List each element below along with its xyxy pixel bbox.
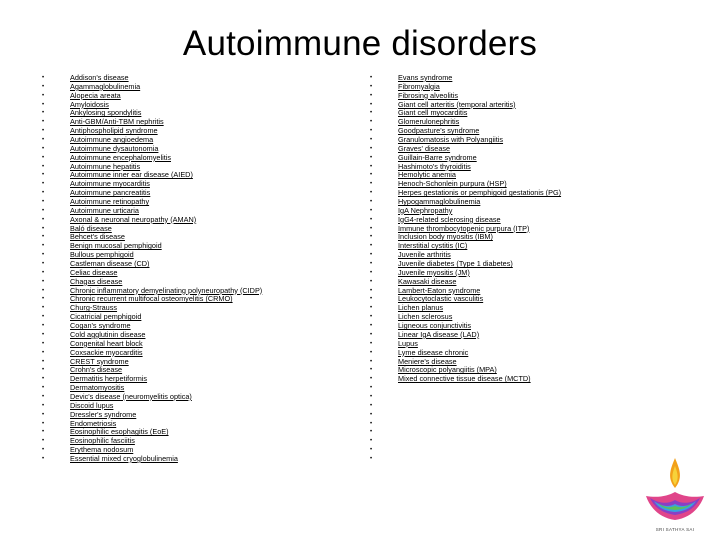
list-item-label: Chagas disease (70, 276, 123, 286)
list-item-label: Graves' disease (398, 143, 451, 153)
list-item-label: Dermatomyositis (70, 383, 125, 393)
list-item-label: IgA Nephropathy (398, 205, 453, 215)
list-item-label: Lyme disease chronic (398, 347, 469, 357)
list-item-label: Hypogammaglobulinemia (398, 197, 481, 207)
bullet-icon: • (42, 261, 45, 268)
list-item-label: Juvenile diabetes (Type 1 diabetes) (398, 259, 513, 269)
bullet-icon: • (370, 331, 373, 338)
list-item-label: Erythema nodosum (70, 445, 134, 455)
list-item-label: Churg-Strauss (70, 303, 118, 313)
list-item-label: Bullous pemphigoid (70, 250, 134, 260)
list-item-label: Eosinophilic esophagitis (EoE) (70, 427, 169, 437)
list-item-label: Microscopic polyangiitis (MPA) (398, 365, 497, 375)
bullet-icon: • (370, 128, 373, 135)
list-item-label: Ligneous conjunctivitis (398, 321, 472, 331)
bullet-icon: • (42, 411, 45, 418)
bullet-icon: • (42, 128, 45, 135)
bullet-icon: • (370, 269, 373, 276)
bullet-icon: • (370, 323, 373, 330)
bullet-icon: • (370, 340, 373, 347)
empty-list-item (370, 384, 670, 393)
list-item-label: Fibromyalgia (398, 81, 440, 91)
bullet-icon: • (370, 287, 373, 294)
bullet-icon: • (370, 447, 373, 454)
list-item-label: Giant cell arteritis (temporal arteritis) (398, 99, 516, 109)
bullet-icon: • (42, 349, 45, 356)
bullet-icon: • (42, 269, 45, 276)
bullet-icon: • (370, 207, 373, 214)
list-item-label: Henoch-Schonlein purpura (HSP) (398, 179, 507, 189)
bullet-icon: • (370, 145, 373, 152)
list-item-label: Kawasaki disease (398, 276, 457, 286)
slide-title: Autoimmune disorders (182, 24, 538, 63)
list-item (42, 455, 342, 464)
list-item-label: Amyloidosis (70, 99, 109, 109)
left-disorder-list (42, 74, 342, 464)
bullet-icon: • (42, 199, 45, 206)
bullet-icon: • (42, 314, 45, 321)
bullet-icon: • (42, 163, 45, 170)
bullet-icon: • (370, 376, 373, 383)
bullet-icon: • (370, 455, 373, 462)
bullet-icon: • (42, 420, 45, 427)
bullet-icon: • (370, 296, 373, 303)
bullet-icon: • (42, 323, 45, 330)
bullet-icon: • (370, 163, 373, 170)
bullet-icon: • (42, 438, 45, 445)
list-item-label: Autoimmune inner ear disease (AIED) (70, 170, 193, 180)
list-item-label: Castleman disease (CD) (70, 259, 150, 269)
bullet-icon: • (370, 101, 373, 108)
list-item-label: Hemolytic anemia (398, 170, 456, 180)
bullet-icon: • (370, 349, 373, 356)
list-item-label: Immune thrombocytopenic purpura (ITP) (398, 223, 530, 233)
list-item-label: Interstitial cystitis (IC) (398, 241, 468, 251)
list-item-label: Lambert-Eaton syndrome (398, 285, 481, 295)
bullet-icon: • (370, 225, 373, 232)
bullet-icon: • (370, 385, 373, 392)
bullet-icon: • (370, 402, 373, 409)
bullet-icon: • (370, 429, 373, 436)
list-item-label: Chronic inflammatory demyelinating polyneuropathy (CIDP) (70, 285, 263, 295)
list-item (370, 375, 670, 384)
list-item-label: Autoimmune encephalomyelitis (70, 152, 171, 162)
bullet-icon: • (370, 190, 373, 197)
bullet-icon: • (42, 181, 45, 188)
list-item-label: IgG4-related sclerosing disease (398, 214, 501, 224)
bullet-icon: • (370, 278, 373, 285)
empty-list-item (370, 402, 670, 411)
list-item-label: Endometriosis (70, 418, 117, 428)
bullet-icon: • (370, 75, 373, 81)
list-item-label: Alopecia areata (70, 90, 121, 100)
bullet-icon: • (42, 190, 45, 197)
list-item-label: Giant cell myocarditis (398, 108, 468, 118)
empty-list-item (370, 411, 670, 420)
list-item-label: Autoimmune pancreatitis (70, 188, 151, 198)
bullet-icon: • (42, 429, 45, 436)
list-item-label: Antiphospholipid syndrome (70, 126, 158, 136)
list-item-label: Baló disease (70, 223, 112, 233)
list-item-label: Autoimmune dysautonomia (70, 143, 159, 153)
list-item-label: Addison's disease (70, 73, 129, 82)
list-item-label: Crohn's disease (70, 365, 123, 375)
bullet-icon: • (42, 296, 45, 303)
empty-list-item (370, 393, 670, 402)
list-item-label: Juvenile myositis (JM) (398, 267, 470, 277)
bullet-icon: • (370, 110, 373, 117)
list-item-label: Lichen sclerosus (398, 312, 453, 322)
list-item-label: Celiac disease (70, 267, 118, 277)
bullet-icon: • (42, 455, 45, 462)
list-item-label: Autoimmune angioedema (70, 135, 154, 145)
right-disorder-list (370, 74, 670, 464)
bullet-icon: • (42, 393, 45, 400)
empty-list-item (370, 428, 670, 437)
list-item-label: CREST syndrome (70, 356, 129, 366)
bullet-icon: • (42, 83, 45, 90)
bullet-icon: • (370, 154, 373, 161)
list-item-label: Glomerulonephritis (398, 117, 460, 127)
list-item-label: Autoimmune myocarditis (70, 179, 150, 189)
bullet-icon: • (42, 447, 45, 454)
empty-list-item (370, 446, 670, 455)
bullet-icon: • (370, 438, 373, 445)
list-item-label: Fibrosing alveolitis (398, 90, 459, 100)
bullet-icon: • (42, 207, 45, 214)
list-item-label: Cogan's syndrome (70, 321, 131, 331)
bullet-icon: • (42, 110, 45, 117)
list-item-label: Dressler's syndrome (70, 409, 137, 419)
bullet-icon: • (370, 358, 373, 365)
bullet-icon: • (42, 119, 45, 126)
list-item-label: Autoimmune urticaria (70, 205, 139, 215)
list-item-label: Meniere's disease (398, 356, 457, 366)
bullet-icon: • (42, 287, 45, 294)
bullet-icon: • (42, 101, 45, 108)
bullet-icon: • (42, 402, 45, 409)
list-item-label: Guillain-Barre syndrome (398, 152, 477, 162)
list-item-label: Autoimmune retinopathy (70, 197, 150, 207)
list-item-label: Granulomatosis with Polyangiitis (398, 135, 504, 145)
bullet-icon: • (370, 137, 373, 144)
list-item-label: Axonal & neuronal neuropathy (AMAN) (70, 214, 197, 224)
bullet-icon: • (42, 216, 45, 223)
bullet-icon: • (370, 420, 373, 427)
bullet-icon: • (370, 305, 373, 312)
list-item-label: Lupus (398, 338, 418, 348)
bullet-icon: • (370, 234, 373, 241)
list-item-label: Inclusion body myositis (IBM) (398, 232, 493, 242)
bullet-icon: • (42, 75, 45, 81)
list-item-label: Juvenile arthritis (398, 250, 451, 260)
bullet-icon: • (42, 358, 45, 365)
list-item-label: Herpes gestationis or pemphigoid gestationis (PG) (398, 188, 562, 198)
list-item-label: Cicatricial pemphigoid (70, 312, 142, 322)
bullet-icon: • (370, 252, 373, 259)
bullet-icon: • (42, 385, 45, 392)
bullet-icon: • (370, 261, 373, 268)
list-item-label: Evans syndrome (398, 73, 453, 82)
bullet-icon: • (42, 367, 45, 374)
list-item-label: Mixed connective tissue disease (MCTD) (398, 374, 531, 384)
bullet-icon: • (370, 83, 373, 90)
bullet-icon: • (42, 145, 45, 152)
list-item-label: Autoimmune hepatitis (70, 161, 141, 171)
list-item-label: Behcet's disease (70, 232, 125, 242)
list-item-label: Agammaglobulinemia (70, 81, 141, 91)
list-item-label: Goodpasture's syndrome (398, 126, 480, 136)
bullet-icon: • (370, 367, 373, 374)
bullet-icon: • (42, 252, 45, 259)
empty-list-item (370, 420, 670, 429)
bullet-icon: • (370, 314, 373, 321)
bullet-icon: • (370, 393, 373, 400)
lamp-logo-icon (640, 452, 710, 532)
bullet-icon: • (42, 376, 45, 383)
list-item-label: Hashimoto's thyroiditis (398, 161, 471, 171)
bullet-icon: • (370, 172, 373, 179)
list-item-label: Congenital heart block (70, 338, 143, 348)
bullet-icon: • (370, 216, 373, 223)
list-item-label: Anti-GBM/Anti-TBM nephritis (70, 117, 164, 127)
list-item-label: Devic's disease (neuromyelitis optica) (70, 391, 192, 401)
bullet-icon: • (42, 305, 45, 312)
list-item-label: Cold agglutinin disease (70, 329, 146, 339)
bullet-icon: • (370, 181, 373, 188)
logo-caption: SRI SATHYA SAI (655, 527, 695, 532)
list-item-label: Ankylosing spondylitis (70, 108, 142, 118)
bullet-icon: • (42, 340, 45, 347)
bullet-icon: • (42, 154, 45, 161)
list-item-label: Discoid lupus (70, 400, 114, 410)
bullet-icon: • (370, 92, 373, 99)
list-item-label: Eosinophilic fasciitis (70, 436, 135, 446)
bullet-icon: • (42, 137, 45, 144)
bullet-icon: • (42, 243, 45, 250)
list-item-label: Leukocytoclastic vasculitis (398, 294, 484, 304)
list-item-label: Dermatitis herpetiformis (70, 374, 148, 384)
list-item-label: Essential mixed cryoglobulinemia (70, 453, 178, 463)
list-item-label: Lichen planus (398, 303, 444, 313)
bullet-icon: • (370, 199, 373, 206)
bullet-icon: • (370, 119, 373, 126)
bullet-icon: • (42, 234, 45, 241)
empty-list-item (370, 437, 670, 446)
bullet-icon: • (42, 92, 45, 99)
bullet-icon: • (42, 331, 45, 338)
bullet-icon: • (42, 172, 45, 179)
list-item-label: Linear IgA disease (LAD) (398, 329, 480, 339)
bullet-icon: • (370, 243, 373, 250)
list-item-label: Chronic recurrent multifocal osteomyelitis (CRMO) (70, 294, 233, 304)
bullet-icon: • (42, 225, 45, 232)
list-item-label: Coxsackie myocarditis (70, 347, 143, 357)
bullet-icon: • (42, 278, 45, 285)
bullet-icon: • (370, 411, 373, 418)
list-item-label: Benign mucosal pemphigoid (70, 241, 162, 251)
empty-list-item (370, 455, 670, 464)
